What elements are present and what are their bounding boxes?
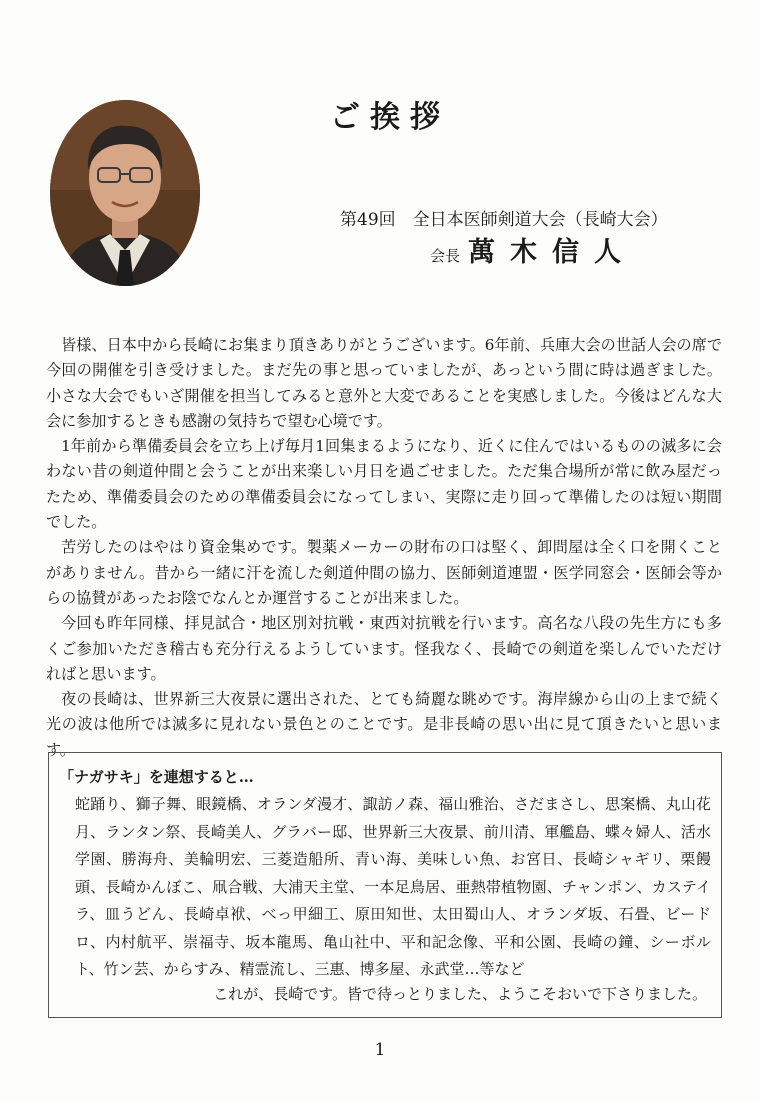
paragraph: 苦労したのはやはり資金集めです。製薬メーカーの財布の口は堅く、卸問屋は全く口を開くことがありません。昔から一緒に汗を流した剣道仲間の協力、医師剣道連盟・医学同窓会・医師会等からの協賛があったお陰でなんとか運営することが出来ました。 — [46, 538, 722, 607]
paragraph: 夜の長崎は、世界新三大夜景に選出された、とても綺麗な眺めです。海岸線から山の上まで続く光の波は他所では滅多に見れない景色とのことです。是非長崎の思い出に見て頂きたいと思います。 — [46, 690, 722, 759]
author-name: 萬木信人 — [468, 237, 637, 268]
portrait-photo — [50, 100, 200, 286]
author-role: 会長 — [430, 247, 461, 265]
closing-message: これが、長崎です。皆で待っとりました、ようこそおいで下さりました。 — [213, 985, 707, 1003]
paragraph: 今回も昨年同様、拝見試合・地区別対抗戦・東西対抗戦を行います。高名な八段の先生方にも多くご参加いただき稽古も充分行えるようしています。怪我なく、長崎での剣道を楽しんでいただければと思います。 — [46, 614, 722, 683]
portrait-icon — [50, 100, 200, 286]
association-list: 蛇踊り、獅子舞、眼鏡橋、オランダ漫才、諏訪ノ森、福山雅治、さだまさし、思案橋、丸山花月、ランタン祭、長崎美人、グラバー邸、世界新三大夜景、前川清、軍艦島、蝶々婦人、活水学園、勝海舟、美輪明宏、三菱造船所、青い海、美味しい魚、お宮日、長崎シャギリ、栗饅頭、長崎かんぼこ、凧合戦、大浦天主堂、一本足鳥居、亜熱帯植物園、チャンポン、カステイラ、皿うどん、長崎卓袱、べっ甲細工、原田知世、太田蜀山人、オランダ坂、石畳、ビードロ、内村航平、崇福寺、坂本龍馬、亀山社中、平和記念像、平和公園、長崎の鐘、シーボルト、竹ン芸、からすみ、精霊流し、三惠、博多屋、永武堂…等など — [75, 795, 711, 978]
greeting-body — [46, 333, 722, 763]
box-title: 「ナガサキ」を連想すると… — [59, 768, 254, 786]
page-number: 1 — [374, 1040, 386, 1060]
page-title: ご挨拶 — [330, 100, 450, 135]
author-signature — [430, 230, 636, 269]
nagasaki-association-box — [48, 752, 722, 1018]
paragraph: 1年前から準備委員会を立ち上げ毎月1回集まるようになり、近くに住んではいるものの滅多に会わない昔の剣道仲間と会うことが出来楽しい月日を過ごせました。ただ集合場所が常に飲み屋だったため、準備委員会のための準備委員会になってしまい、実際に走り回って準備したのは短い期間でした。 — [46, 437, 722, 532]
event-name: 第49回 全日本医師剣道大会（長崎大会） — [340, 210, 668, 230]
paragraph: 皆様、日本中から長崎にお集まり頂きありがとうございます。6年前、兵庫大会の世話人会の席で今回の開催を引き受けました。まだ先の事と思っていましたが、あっという間に時は過ぎました。小さな大会でもいざ開催を担当してみると意外と大変であることを実感しました。今後はどんな大会に参加するときも感謝の気持ちで望む心境です。 — [46, 336, 722, 430]
